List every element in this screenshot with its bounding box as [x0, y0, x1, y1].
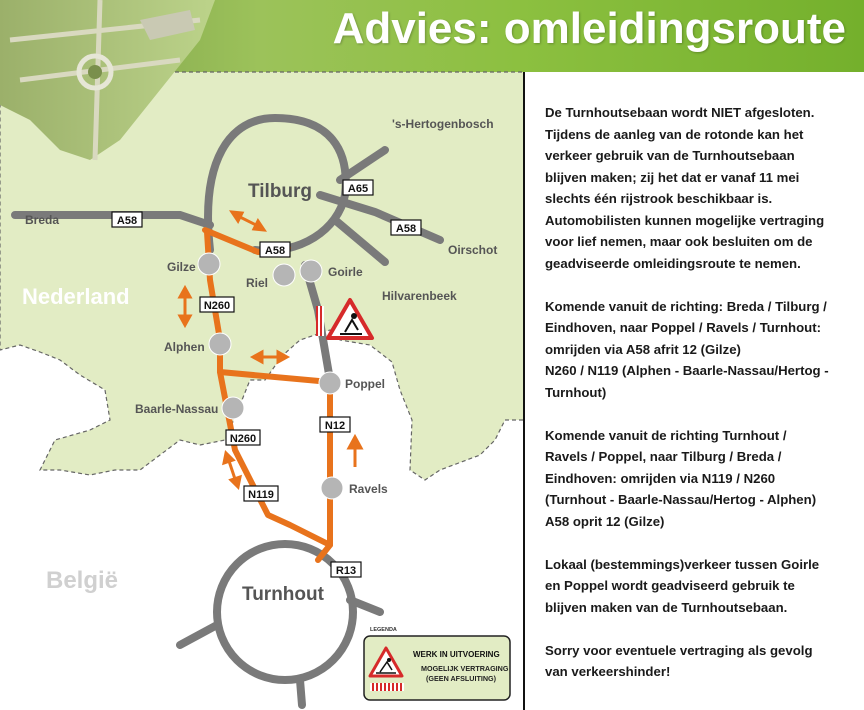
place-label-baarle-nassau: Baarle-Nassau [135, 402, 219, 416]
town-node-alphen [209, 333, 231, 355]
road-badge-n119 [244, 486, 278, 501]
map-legend [364, 627, 510, 700]
city-label-tilburg: Tilburg [248, 181, 313, 202]
info-paragraph: Komende vanuit de richting Turnhout / Ravels / Poppel, naar Tilburg / Breda / Eindhoven: omrijden via N119 / N260 (Turnhout - Baarle-Nassau/Hertog - Alphen) A58 oprit 12 (Gilze) [545, 427, 817, 529]
region-label-belgium: België [46, 567, 119, 594]
legend-line2: (GEEN AFSLUITING) [426, 674, 497, 683]
info-paragraph: Komende vanuit de richting: Breda / Tilburg / Eindhoven, naar Poppel / Ravels / Turnhout: omrijden via A58 afrit 12 (Gilze) N260 / N119 (Alphen - Baarle-Nassau/Hertog - Turnhout) [545, 298, 829, 400]
info-paragraph: Sorry voor eventuele vertraging als gevolg van verkeershinder! [545, 642, 813, 679]
road-badge-n260-north [200, 297, 234, 312]
town-node-riel [273, 264, 295, 286]
roadworks-marker [316, 306, 324, 336]
place-label-poppel: Poppel [345, 377, 386, 391]
panel-divider [523, 72, 525, 710]
place-label-hertogenbosch: 's-Hertogenbosch [392, 117, 494, 131]
svg-text:N260: N260 [203, 300, 231, 312]
place-label-breda: Breda [25, 213, 60, 227]
info-paragraph: De Turnhoutsebaan wordt NIET afgesloten. Tijdens de aanleg van de rotonde kan het verkeer gebruik van de Turnhoutsebaan blijven maken; zij het dat er vanaf 11 mei slechts één rijstrook beschikbaar is. Automobilisten kunnen mogelijke vertraging voor lief nemen, maar ook besluiten om de geadviseerde omleidingsroute te nemen. [545, 105, 825, 271]
svg-text:A58: A58 [395, 223, 417, 235]
road-badge-a58-mid [260, 242, 290, 257]
svg-text:N260: N260 [229, 433, 257, 445]
town-node-baarle-nassau [222, 397, 244, 419]
town-node-ravels [321, 477, 343, 499]
svg-text:A58: A58 [116, 215, 138, 227]
place-label-alphen: Alphen [164, 340, 205, 354]
road-badge-a65 [343, 180, 373, 195]
road-badge-a58-west [112, 212, 142, 227]
legend-hatch [370, 683, 404, 691]
town-node-goirle [300, 260, 322, 282]
info-panel [545, 102, 850, 704]
region-label-netherlands: Nederland [22, 284, 130, 309]
place-label-hilvarenbeek: Hilvarenbeek [382, 289, 457, 303]
road-badge-r13 [331, 562, 361, 577]
road-badge-n260-south [226, 430, 260, 445]
road-badge-a58-east [391, 220, 421, 235]
legend-line1: MOGELIJK VERTRAGING [421, 664, 509, 673]
place-label-oirschot: Oirschot [448, 243, 498, 257]
svg-text:R13: R13 [335, 565, 357, 577]
svg-text:A58: A58 [264, 245, 286, 257]
legend-heading: LEGENDA [370, 627, 397, 633]
road-badge-n12 [320, 417, 350, 432]
legend-title: WERK IN UITVOERING [413, 650, 500, 659]
place-label-goirle: Goirle [328, 265, 363, 279]
town-node-poppel [319, 372, 341, 394]
info-paragraph: Lokaal (bestemmings)verkeer tussen Goirle en Poppel wordt geadviseerd gebruik te blijven maken van de Turnhoutsebaan. [545, 556, 820, 615]
city-label-turnhout: Turnhout [242, 584, 324, 605]
svg-text:N12: N12 [324, 420, 346, 432]
svg-text:N119: N119 [248, 489, 274, 501]
arrow-up-icon-n12 [349, 437, 361, 467]
place-label-gilze: Gilze [167, 260, 196, 274]
svg-text:A65: A65 [347, 183, 369, 195]
page-title: Advies: omleidingsroute [332, 4, 846, 53]
town-node-gilze [198, 253, 220, 275]
place-label-ravels: Ravels [349, 482, 388, 496]
place-label-riel: Riel [246, 276, 269, 290]
